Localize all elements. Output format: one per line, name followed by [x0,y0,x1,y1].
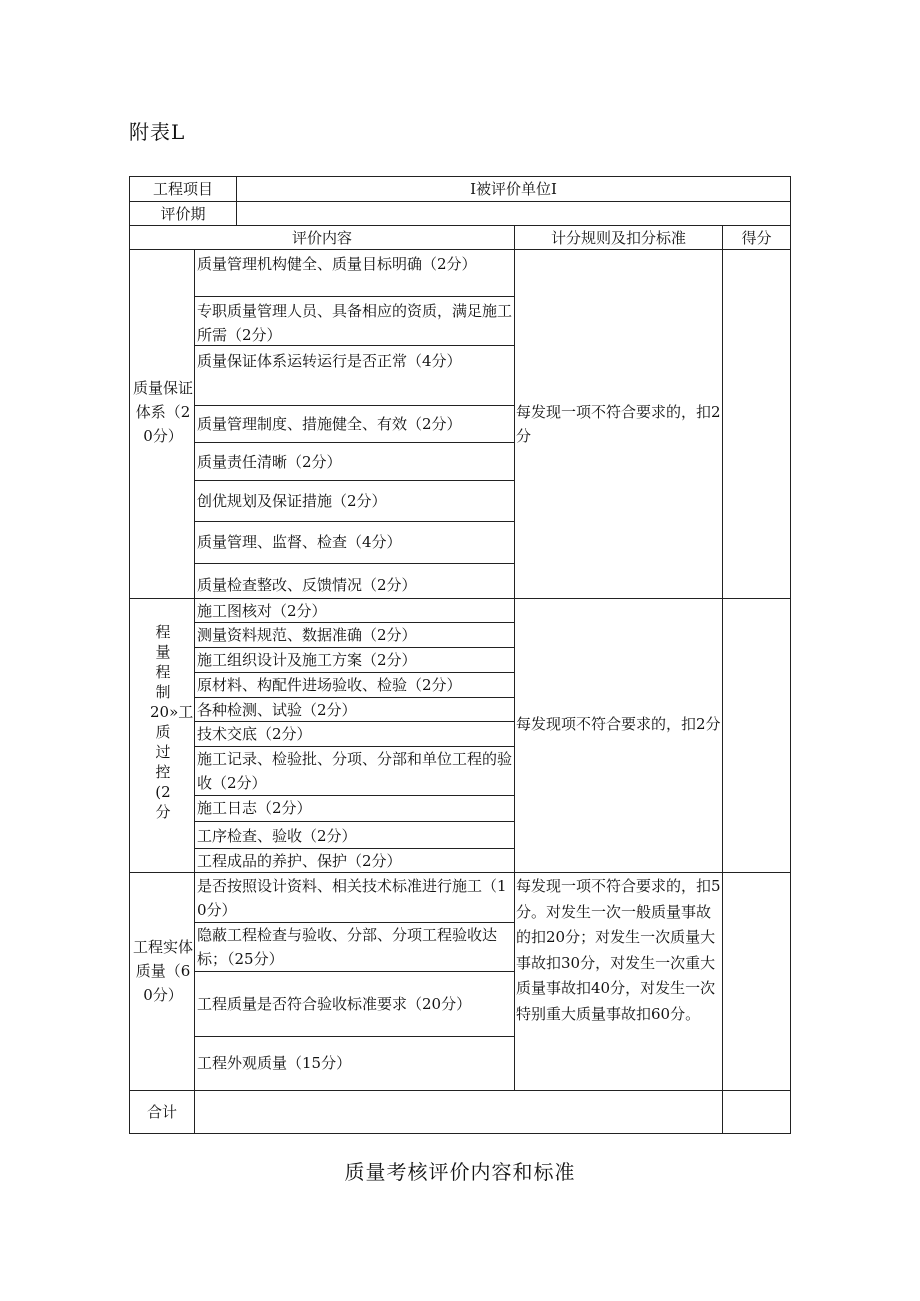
total-label: 合计 [146,1103,177,1121]
criteria-item: 原材料、构配件进场验收、检验（2分） [197,676,462,694]
deduction-rule: 每发现一项不符合要求的，扣5分。对发生一次一般质量事故的扣20分；对发生一次质量大事故扣30分，对发生一次重大质量事故扣40分，对发生一次特别重大质量事故扣60分。 [516,877,721,1023]
criteria-item: 测量资料规范、数据准确（2分） [197,626,417,644]
period-label: 评价期 [160,205,206,223]
criteria-item: 质量检查整改、反馈情况（2分） [197,576,417,594]
criteria-item: 质量管理、监督、检查（4分） [197,533,402,551]
criteria-item: 工程成品的养护、保护（2分） [197,852,402,870]
criteria-item: 工程质量是否符合验收标准要求（20分） [197,995,472,1013]
criteria-item: 是否按照设计资料、相关技术标准进行施工（10分） [197,877,507,919]
criteria-item: 施工日志（2分） [197,799,312,817]
criteria-item: 专职质量管理人员、具备相应的资质，满足施工所需（2分） [197,302,512,344]
criteria-item: 技术交底（2分） [197,725,312,743]
criteria-item: 施工图核对（2分） [197,602,327,620]
category-physical-quality: 工程实体质量（60分） [133,938,193,1004]
category-quality-assurance: 质量保证体系（20分） [133,379,193,445]
criteria-item: 创优规划及保证措施（2分） [197,492,387,510]
appendix-label: 附表L [129,120,186,144]
project-label: 工程项目 [152,180,213,198]
criteria-item: 工序检查、验收（2分） [197,827,357,845]
criteria-item: 隐蔽工程检查与验收、分部、分项工程验收达标；（25分） [197,926,498,968]
criteria-item: 质量责任清晰（2分） [197,453,342,471]
criteria-item: 质量管理机构健全、质量目标明确（2分） [197,255,477,273]
criteria-item: 各种检测、试验（2分） [197,701,357,719]
deduction-rule: 每发现一项不符合要求的，扣2分 [516,403,721,445]
criteria-item: 工程外观质量（15分） [197,1054,352,1072]
table-caption: 质量考核评价内容和标准 [344,1160,576,1184]
criteria-item: 施工组织设计及施工方案（2分） [197,651,417,669]
col-score-header: 得分 [741,229,772,247]
criteria-item: 质量保证体系运转运行是否正常（4分） [197,352,462,370]
category-process-control: 程量程制20»工质过控(2分 [150,623,194,821]
col-rule-header: 计分规则及扣分标准 [550,229,686,247]
deduction-rule: 每发现项不符合要求的，扣2分 [516,715,721,733]
evaluated-unit-label: I被评价单位I [470,180,557,198]
col-content-header: 评价内容 [291,229,352,247]
criteria-item: 质量管理制度、措施健全、有效（2分） [197,415,462,433]
criteria-item: 施工记录、检验批、分项、分部和单位工程的验收（2分） [197,750,513,792]
